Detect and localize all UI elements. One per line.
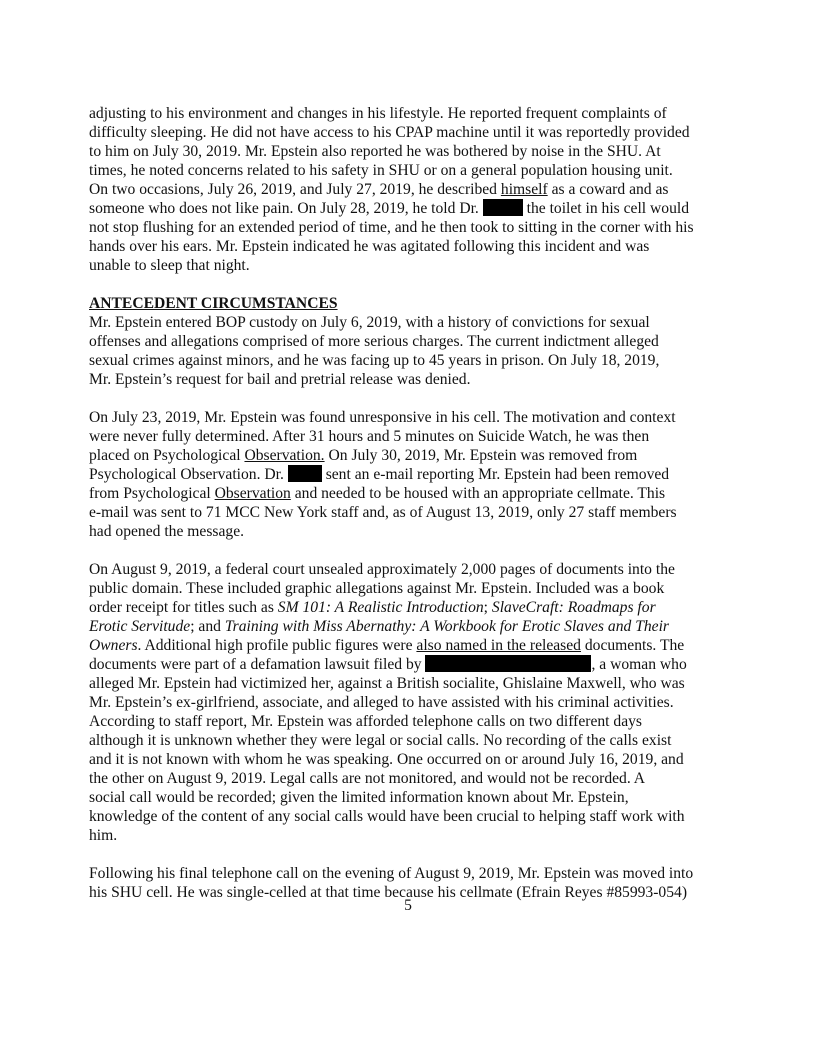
- text-span: , a woman who: [591, 656, 687, 673]
- section-heading: ANTECEDENT CIRCUMSTANCES: [89, 295, 338, 312]
- text-line: not stop flushing for an extended period of time, and he then took to sitting in the corner with his: [89, 219, 694, 236]
- underlined-text: Observation.: [244, 447, 325, 464]
- underlined-text: also named in the released: [416, 637, 581, 654]
- text-line: According to staff report, Mr. Epstein was afforded telephone calls on two different days: [89, 713, 642, 730]
- text-line: knowledge of the content of any social calls would have been crucial to helping staff work with: [89, 808, 685, 825]
- paragraph-spacer: [89, 541, 729, 560]
- redaction-box: [425, 655, 591, 672]
- text-line: Mr. Epstein’s request for bail and pretrial release was denied.: [89, 371, 471, 388]
- text-line: [89, 446, 729, 465]
- text-line: sexual crimes against minors, and he was facing up to 45 years in prison. On July 18, 2019,: [89, 352, 660, 369]
- paragraph-spacer: [89, 845, 729, 864]
- text-line: Mr. Epstein’s ex-girlfriend, associate, and alleged to have assisted with his criminal activities.: [89, 694, 674, 711]
- text-span: Psychological Observation. Dr.: [89, 466, 288, 483]
- text-span: from Psychological: [89, 485, 215, 502]
- document-body: [89, 104, 729, 902]
- text-line: hands over his ears. Mr. Epstein indicated he was agitated following this incident and was: [89, 238, 650, 255]
- text-span: ;: [483, 599, 492, 616]
- paragraph-spacer: [89, 389, 729, 408]
- book-title: SlaveCraft: Roadmaps for: [491, 599, 656, 616]
- text-line: [89, 655, 729, 674]
- text-line: his SHU cell. He was single-celled at that time because his cellmate (Efrain Reyes #85993-054): [89, 884, 688, 901]
- text-span: documents were part of a defamation lawsuit filed by: [89, 656, 426, 673]
- text-span: On two occasions, July 26, 2019, and July 27, 2019, he described: [89, 181, 501, 198]
- text-line: public domain. These included graphic allegations against Mr. Epstein. Included was a book: [89, 580, 665, 597]
- paragraph-unsealed-documents: [89, 560, 729, 845]
- text-span: someone who does not like pain. On July 28, 2019, he told Dr.: [89, 200, 483, 217]
- text-line: offenses and allegations comprised of more serious charges. The current indictment alleged: [89, 333, 659, 350]
- text-line: times, he noted concerns related to his safety in SHU or on a general population housing unit.: [89, 162, 673, 179]
- text-line: him.: [89, 827, 118, 844]
- text-line: Mr. Epstein entered BOP custody on July 6, 2019, with a history of convictions for sexual: [89, 314, 650, 331]
- text-span: ; and: [190, 618, 225, 635]
- text-line: Following his final telephone call on the evening of August 9, 2019, Mr. Epstein was moved into: [89, 865, 694, 882]
- text-span: sent an e-mail reporting Mr. Epstein had been removed: [321, 466, 670, 483]
- text-line: On July 23, 2019, Mr. Epstein was found unresponsive in his cell. The motivation and context: [89, 409, 676, 426]
- text-line: On August 9, 2019, a federal court unsealed approximately 2,000 pages of documents into the: [89, 561, 675, 578]
- paragraph-spacer: [89, 275, 729, 294]
- underlined-text: himself: [500, 181, 548, 198]
- text-line: had opened the message.: [89, 523, 245, 540]
- text-span: the toilet in his cell would: [522, 200, 690, 217]
- book-title: Owners: [89, 637, 138, 654]
- text-line: social call would be recorded; given the limited information known about Mr. Epstein,: [89, 789, 629, 806]
- text-line: [89, 598, 729, 617]
- text-line: [89, 199, 729, 218]
- text-line: [89, 484, 729, 503]
- underlined-text: Observation: [214, 485, 291, 502]
- text-line: were never fully determined. After 31 hours and 5 minutes on Suicide Watch, he was then: [89, 428, 650, 445]
- book-title: SM 101: A Realistic Introduction: [277, 599, 484, 616]
- paragraph-bop-custody: [89, 313, 729, 389]
- redaction-box: [483, 199, 523, 216]
- page-number: 5: [404, 897, 412, 914]
- text-line: difficulty sleeping. He did not have access to his CPAP machine until it was reportedly provided: [89, 124, 690, 141]
- redaction-box: [288, 465, 322, 482]
- text-line: unable to sleep that night.: [89, 257, 250, 274]
- paragraph-july-23-incident: [89, 408, 729, 541]
- paragraph-sleep-complaints: [89, 104, 729, 275]
- text-line: [89, 617, 729, 636]
- text-line: the other on August 9, 2019. Legal calls are not monitored, and would not be recorded. A: [89, 770, 646, 787]
- text-line: e-mail was sent to 71 MCC New York staff and, as of August 13, 2019, only 27 staff members: [89, 504, 677, 521]
- book-title: Training with Miss Abernathy: A Workbook for Erotic Slaves and Their: [224, 618, 669, 635]
- text-line: [89, 465, 729, 484]
- text-line: alleged Mr. Epstein had victimized her, against a British socialite, Ghislaine Maxwell, who was: [89, 675, 685, 692]
- text-span: documents. The: [580, 637, 685, 654]
- text-line: and it is not known with whom he was speaking. One occurred on or around July 16, 2019, and: [89, 751, 684, 768]
- text-line: adjusting to his environment and changes in his lifestyle. He reported frequent complaints of: [89, 105, 667, 122]
- text-line: [89, 180, 729, 199]
- text-span: . Additional high profile public figures were: [137, 637, 417, 654]
- text-span: On July 30, 2019, Mr. Epstein was removed from: [324, 447, 638, 464]
- text-span: as a coward and as: [547, 181, 669, 198]
- text-span: and needed to be housed with an appropriate cellmate. This: [290, 485, 666, 502]
- text-line: although it is unknown whether they were legal or social calls. No recording of the calls exist: [89, 732, 672, 749]
- text-span: placed on Psychological: [89, 447, 245, 464]
- book-title: Erotic Servitude: [89, 618, 191, 635]
- text-line: to him on July 30, 2019. Mr. Epstein also reported he was bothered by noise in the SHU. At: [89, 143, 661, 160]
- text-span: order receipt for titles such as: [89, 599, 278, 616]
- text-line: [89, 636, 729, 655]
